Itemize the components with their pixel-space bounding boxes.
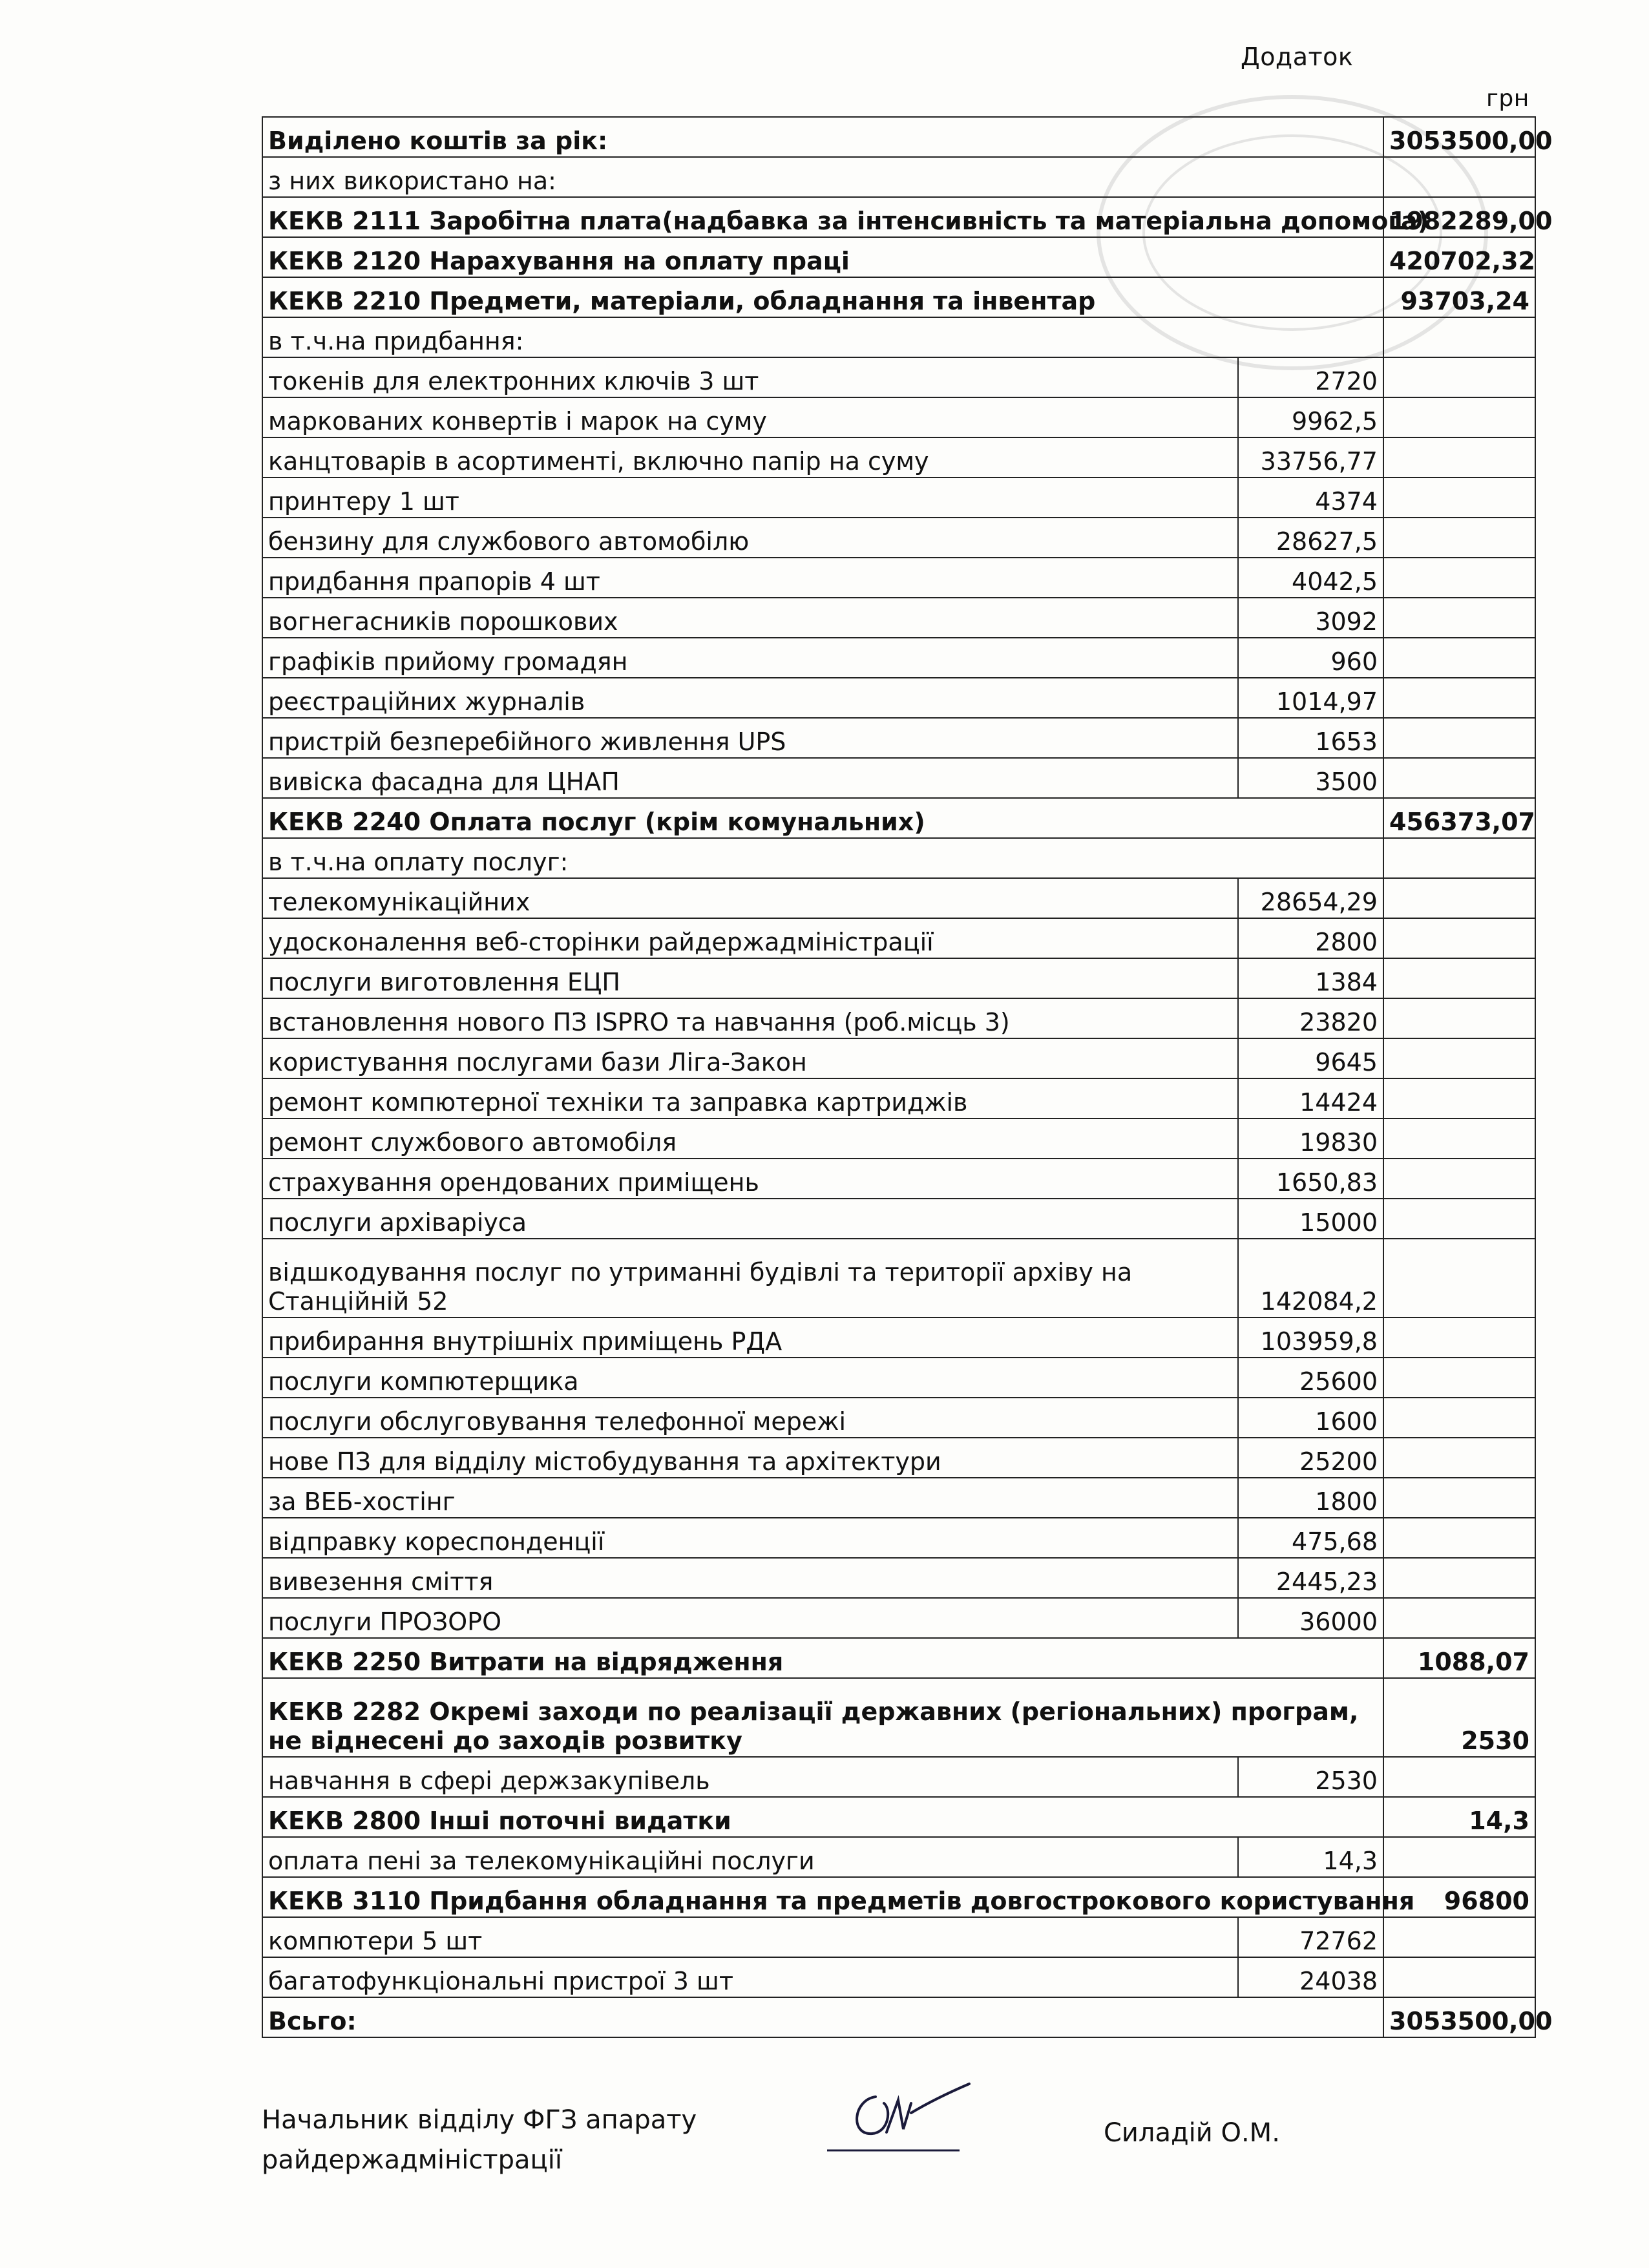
subheading-label: в т.ч.на оплату послуг: xyxy=(262,838,1383,878)
table-row xyxy=(262,678,1535,718)
table-row xyxy=(262,197,1535,237)
table-row xyxy=(262,918,1535,958)
item-amount: 1800 xyxy=(1238,1478,1383,1518)
item-label: страхування орендованих приміщень xyxy=(262,1159,1238,1199)
section-label: КЕКВ 2210 Предмети, матеріали, обладнання та інвентар xyxy=(262,277,1383,317)
section-total: 14,3 xyxy=(1383,1797,1535,1837)
empty-total-cell xyxy=(1383,1038,1535,1078)
item-label: графіків прийому громадян xyxy=(262,638,1238,678)
table-row xyxy=(262,1558,1535,1598)
empty-total-cell xyxy=(1383,1078,1535,1118)
budget-table xyxy=(262,116,1553,2038)
table-row xyxy=(262,758,1535,798)
item-label: встановлення нового ПЗ ISPRO та навчання (роб.місць 3) xyxy=(262,998,1238,1038)
table-row xyxy=(262,157,1535,197)
empty-total-cell xyxy=(1383,437,1535,478)
item-label: телекомунікаційних xyxy=(262,878,1238,918)
item-label: придбання прапорів 4 шт xyxy=(262,558,1238,598)
table-row xyxy=(262,1957,1535,1997)
item-amount: 103959,8 xyxy=(1238,1318,1383,1358)
table-row xyxy=(262,357,1535,397)
signatory-name: Силадій О.М. xyxy=(1104,2118,1280,2148)
empty-total-cell xyxy=(1383,1398,1535,1438)
section-total: 2530 xyxy=(1383,1678,1535,1757)
empty-total-cell xyxy=(1383,1757,1535,1797)
empty-total-cell xyxy=(1383,638,1535,678)
empty-total-cell xyxy=(1383,758,1535,798)
section-total: 1982289,00 xyxy=(1383,197,1535,237)
section-label: КЕКВ 2120 Нарахування на оплату праці xyxy=(262,237,1383,277)
table-row xyxy=(262,1159,1535,1199)
item-label: відшкодування послуг по утриманні будівлі та території архіву на Станційній 52 xyxy=(262,1239,1238,1318)
empty-total-cell xyxy=(1383,1558,1535,1598)
item-amount: 33756,77 xyxy=(1238,437,1383,478)
item-amount: 24038 xyxy=(1238,1957,1383,1997)
item-amount: 19830 xyxy=(1238,1118,1383,1159)
item-label: бензину для службового автомобілю xyxy=(262,518,1238,558)
table-row xyxy=(262,117,1535,157)
item-label: вивіска фасадна для ЦНАП xyxy=(262,758,1238,798)
empty-total-cell xyxy=(1383,1598,1535,1638)
section-total: 456373,07 xyxy=(1383,798,1535,838)
table-row xyxy=(262,397,1535,437)
item-label: послуги виготовлення ЕЦП xyxy=(262,958,1238,998)
position-line-2: райдержадміністрації xyxy=(262,2145,562,2175)
empty-total-cell xyxy=(1383,1438,1535,1478)
section-label: КЕКВ 2240 Оплата послуг (крім комунальних) xyxy=(262,798,1383,838)
empty-total-cell xyxy=(1383,1239,1535,1318)
table-row xyxy=(262,518,1535,558)
table-row xyxy=(262,1239,1535,1318)
empty-total-cell xyxy=(1383,558,1535,598)
item-label: навчання в сфері держзакупівель xyxy=(262,1757,1238,1797)
item-amount: 25600 xyxy=(1238,1358,1383,1398)
item-amount: 4042,5 xyxy=(1238,558,1383,598)
item-label: послуги ПРОЗОРО xyxy=(262,1598,1238,1638)
item-amount: 15000 xyxy=(1238,1199,1383,1239)
table-row xyxy=(262,598,1535,638)
table-row xyxy=(262,237,1535,277)
item-label: удосконалення веб-сторінки райдержадміністрації xyxy=(262,918,1238,958)
item-label: компютери 5 шт xyxy=(262,1917,1238,1957)
signatory-position xyxy=(262,2100,697,2180)
item-amount: 142084,2 xyxy=(1238,1239,1383,1318)
empty-total-cell xyxy=(1383,1478,1535,1518)
table-row xyxy=(262,1837,1535,1877)
item-amount: 1014,97 xyxy=(1238,678,1383,718)
empty-total-cell xyxy=(1383,1917,1535,1957)
section-label: Виділено коштів за рік: xyxy=(262,117,1383,157)
item-amount: 2720 xyxy=(1238,357,1383,397)
empty-total-cell xyxy=(1383,998,1535,1038)
empty-total-cell xyxy=(1383,1159,1535,1199)
table-row xyxy=(262,1877,1535,1917)
empty-total-cell xyxy=(1383,357,1535,397)
item-label: послуги компютерщика xyxy=(262,1358,1238,1398)
empty-total-cell xyxy=(1383,838,1535,878)
item-label: вогнегасників порошкових xyxy=(262,598,1238,638)
table-row xyxy=(262,1917,1535,1957)
item-amount: 14424 xyxy=(1238,1078,1383,1118)
empty-total-cell xyxy=(1383,317,1535,357)
item-amount: 9962,5 xyxy=(1238,397,1383,437)
item-label: багатофункціональні пристрої 3 шт xyxy=(262,1957,1238,1997)
table-row xyxy=(262,1199,1535,1239)
item-amount: 1653 xyxy=(1238,718,1383,758)
item-label: ремонт службового автомобіля xyxy=(262,1118,1238,1159)
empty-total-cell xyxy=(1383,678,1535,718)
table-row xyxy=(262,1438,1535,1478)
item-amount: 2800 xyxy=(1238,918,1383,958)
table-row xyxy=(262,1678,1535,1757)
currency-label: грн xyxy=(1486,85,1529,112)
section-total: 1088,07 xyxy=(1383,1638,1535,1678)
table-row xyxy=(262,1757,1535,1797)
item-amount: 23820 xyxy=(1238,998,1383,1038)
item-amount: 1600 xyxy=(1238,1398,1383,1438)
table-row xyxy=(262,317,1535,357)
item-label: ремонт компютерної техніки та заправка картриджів xyxy=(262,1078,1238,1118)
empty-total-cell xyxy=(1383,518,1535,558)
table-row xyxy=(262,1358,1535,1398)
table-row xyxy=(262,437,1535,478)
empty-total-cell xyxy=(1383,157,1535,197)
table-row xyxy=(262,958,1535,998)
table-row xyxy=(262,1038,1535,1078)
item-amount: 1650,83 xyxy=(1238,1159,1383,1199)
table-row xyxy=(262,277,1535,317)
item-label: маркованих конвертів і марок на суму xyxy=(262,397,1238,437)
empty-total-cell xyxy=(1383,1118,1535,1159)
item-amount: 2445,23 xyxy=(1238,1558,1383,1598)
item-amount: 28627,5 xyxy=(1238,518,1383,558)
section-total: 96800 xyxy=(1383,1877,1535,1917)
item-amount: 72762 xyxy=(1238,1917,1383,1957)
item-amount: 2530 xyxy=(1238,1757,1383,1797)
section-label: КЕКВ 2250 Витрати на відрядження xyxy=(262,1638,1383,1678)
item-amount: 960 xyxy=(1238,638,1383,678)
item-amount: 36000 xyxy=(1238,1598,1383,1638)
item-label: принтеру 1 шт xyxy=(262,478,1238,518)
item-label: нове ПЗ для відділу містобудування та архітектури xyxy=(262,1438,1238,1478)
empty-total-cell xyxy=(1383,718,1535,758)
empty-total-cell xyxy=(1383,397,1535,437)
item-amount: 1384 xyxy=(1238,958,1383,998)
table-row xyxy=(262,998,1535,1038)
section-total: 420702,32 xyxy=(1383,237,1535,277)
empty-total-cell xyxy=(1383,1837,1535,1877)
item-label: за ВЕБ-хостінг xyxy=(262,1478,1238,1518)
empty-total-cell xyxy=(1383,1358,1535,1398)
section-label: КЕКВ 2800 Інші поточні видатки xyxy=(262,1797,1383,1837)
section-label: Всьго: xyxy=(262,1997,1383,2037)
empty-total-cell xyxy=(1383,918,1535,958)
table-row xyxy=(262,638,1535,678)
empty-total-cell xyxy=(1383,1518,1535,1558)
empty-total-cell xyxy=(1383,878,1535,918)
item-amount: 3500 xyxy=(1238,758,1383,798)
table-row xyxy=(262,1398,1535,1438)
handwritten-signature xyxy=(814,2074,982,2158)
empty-total-cell xyxy=(1383,1957,1535,1997)
item-amount: 4374 xyxy=(1238,478,1383,518)
table-row xyxy=(262,1078,1535,1118)
table-row xyxy=(262,478,1535,518)
item-label: реєстраційних журналів xyxy=(262,678,1238,718)
section-label: КЕКВ 2111 Заробітна плата(надбавка за інтенсивність та матеріальна допомога) xyxy=(262,197,1383,237)
empty-total-cell xyxy=(1383,958,1535,998)
item-label: прибирання внутрішніх приміщень РДА xyxy=(262,1318,1238,1358)
item-amount: 25200 xyxy=(1238,1438,1383,1478)
table-row xyxy=(262,1118,1535,1159)
item-label: оплата пені за телекомунікаційні послуги xyxy=(262,1837,1238,1877)
section-total: 3053500,00 xyxy=(1383,117,1535,157)
table-row xyxy=(262,718,1535,758)
addendum-label: Додаток xyxy=(1241,43,1354,71)
item-label: вивезення сміття xyxy=(262,1558,1238,1598)
empty-total-cell xyxy=(1383,598,1535,638)
table-row xyxy=(262,558,1535,598)
empty-total-cell xyxy=(1383,478,1535,518)
subheading-label: з них використано на: xyxy=(262,157,1383,197)
item-label: послуги обслуговування телефонної мережі xyxy=(262,1398,1238,1438)
item-amount: 14,3 xyxy=(1238,1837,1383,1877)
position-line-1: Начальник відділу ФГЗ апарату xyxy=(262,2105,697,2135)
item-amount: 475,68 xyxy=(1238,1518,1383,1558)
item-amount: 3092 xyxy=(1238,598,1383,638)
section-total: 3053500,00 xyxy=(1383,1997,1535,2037)
table-row xyxy=(262,798,1535,838)
table-row xyxy=(262,1598,1535,1638)
section-label: КЕКВ 2282 Окремі заходи по реалізації державних (регіональних) програм, не віднесені до заходів розвитку xyxy=(262,1678,1383,1757)
table-row xyxy=(262,1318,1535,1358)
empty-total-cell xyxy=(1383,1199,1535,1239)
item-label: канцтоварів в асортименті, включно папір на суму xyxy=(262,437,1238,478)
table-row xyxy=(262,838,1535,878)
item-label: послуги архіваріуса xyxy=(262,1199,1238,1239)
empty-total-cell xyxy=(1383,1318,1535,1358)
subheading-label: в т.ч.на придбання: xyxy=(262,317,1383,357)
item-label: токенів для електронних ключів 3 шт xyxy=(262,357,1238,397)
section-label: КЕКВ 3110 Придбання обладнання та предметів довгострокового користування xyxy=(262,1877,1383,1917)
item-label: користування послугами бази Ліга-Закон xyxy=(262,1038,1238,1078)
section-total: 93703,24 xyxy=(1383,277,1535,317)
table-row xyxy=(262,1797,1535,1837)
table-row xyxy=(262,1478,1535,1518)
item-label: відправку кореспонденції xyxy=(262,1518,1238,1558)
item-amount: 28654,29 xyxy=(1238,878,1383,918)
item-label: пристрій безперебійного живлення UPS xyxy=(262,718,1238,758)
table-row xyxy=(262,878,1535,918)
table-row xyxy=(262,1638,1535,1678)
item-amount: 9645 xyxy=(1238,1038,1383,1078)
table-row xyxy=(262,1997,1535,2037)
table-row xyxy=(262,1518,1535,1558)
